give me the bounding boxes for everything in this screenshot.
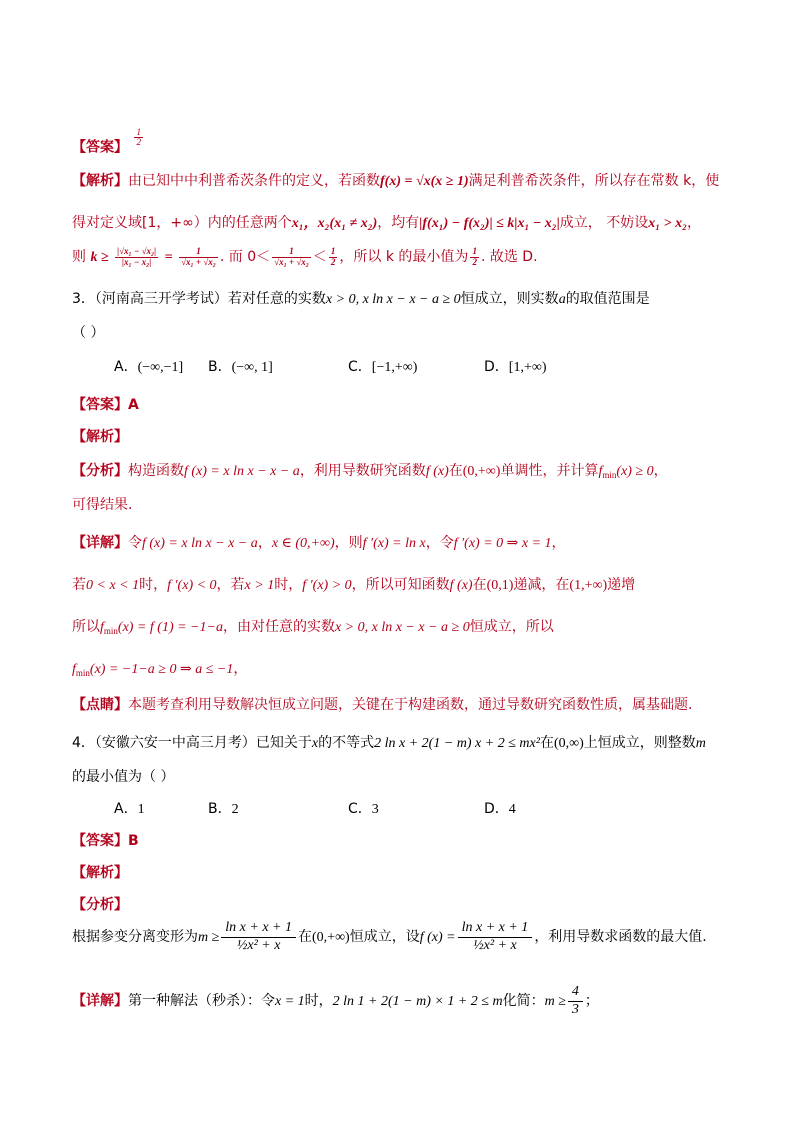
q3-stem-line-2: （ ） (72, 325, 105, 341)
q2-fraction-3: $\frac{1}{\text{√x₁ + √x₂}}$ (274, 246, 309, 267)
q2-analysis-line-2: 得对定义域[1，+∞）内的任意两个x₁，x₂(x₁ ≠ x₂)，均有|f(x₁) − f(x₂)| ≤ k|x₁ − x₂|成立， 不妨设x₁ > x₂， (72, 215, 701, 231)
q4-option-d[interactable]: D．4 (484, 801, 516, 817)
q3-answer-line: 【答案】A (72, 397, 139, 413)
q3-dianjing-line: 【点睛】本题考查利用导数解决恒成立问题，关键在于构建函数，通过导数研究函数性质，属基础题. (72, 697, 693, 713)
q3-detail-line-1: 【详解】令f (x) = x ln x − x − a，x ∈ (0,+∞)，则f ′(x) = ln x，令f ′(x) = 0 ⇒ x = 1， (72, 535, 566, 551)
q2-analysis-line-1: 【解析】由已知中中利普希茨条件的定义，若函数f(x) = √x(x ≥ 1)满足利普希茨条件，所以存在常数 k，使 (72, 173, 720, 189)
q2-answer-line (72, 128, 145, 156)
q2-analysis-line-3: 则 k ≥ $\frac{\text{|√x₁ − √x₂|}}{\text{|x₁ − x₂|}}$ = $\frac{1}{\text{√x₁ + √x₂}}$ . 而 0＜ $\frac{1}{\text{√x₁ + √x₂}}$ ＜ $\frac{1}{2}$ ，所以 k 的最小值为 $\frac{1}{2}$ . 故选 D. (72, 246, 538, 267)
q2-fraction-1: $\frac{\text{|√x₁ − √x₂|}}{\text{|x₁ − x₂|}}$ (117, 246, 157, 267)
q3-detail-line-2: 若0 < x < 1时，f ′(x) < 0，若x > 1时，f ′(x) > 0，所以可知函数f (x)在(0,1)递减，在(1,+∞)递增 (72, 577, 636, 593)
q4-stem-line-2: 的最小值为（ ） (72, 769, 175, 785)
q3-option-a[interactable]: A．(−∞,−1] (114, 359, 184, 375)
q2-fraction-5: $\frac{1}{2}$ (472, 246, 477, 267)
q3-detail-line-4: $f_{min}(x) = -1-a \ge 0$ ⇒ a ≤ −1， (72, 661, 248, 678)
q4-fraction-1: $\frac{\text{ln x + x + 1}}{\text{½x² + x}}$ (221, 920, 296, 954)
q4-option-b[interactable]: B．2 (208, 801, 239, 817)
q3-option-b[interactable]: B．(−∞, 1] (208, 359, 273, 375)
q3-option-c[interactable]: C．[−1,+∞) (348, 359, 418, 375)
q4-fenxi-label-line: 【分析】 (72, 897, 128, 913)
q3-options (114, 356, 546, 376)
q4-analysis-label-line: 【解析】 (72, 865, 128, 881)
q4-options (114, 798, 516, 818)
q2-answer-fraction: $\frac{1}{2}$ (136, 127, 141, 148)
q3-detail-line-3: 所以$f_{min}(x) = f$ (1) = −1−a，由对任意的实数x > 0, x ln x − x − a ≥ 0恒成立，所以 (72, 619, 554, 636)
q3-option-d[interactable]: D．[1,+∞) (484, 359, 547, 375)
q4-answer-line: 【答案】B (72, 833, 139, 849)
analysis-label: 【解析】 (72, 173, 128, 189)
answer-label: 【答案】 (72, 139, 128, 156)
q4-option-c[interactable]: C．3 (348, 801, 379, 817)
q4-stem-line-1: 4．（安徽六安一中高三月考）已知关于x的不等式2 ln x + 2(1 − m) x + 2 ≤ mx²在(0,∞)上恒成立，则整数m (72, 735, 706, 751)
q3-fenxi-line-1: 【分析】构造函数f (x) = x ln x − x − a，利用导数研究函数f (x)在(0,+∞)单调性，并计算$f_{min}(x) \ge 0$， (72, 463, 668, 480)
q2-fraction-4: $\frac{1}{2}$ (330, 246, 336, 267)
q4-fenxi-formula-line: 根据参变分离变形为m ≥ $\frac{\text{ln x + x + 1}}{\text{½x² + x}}$ 在(0,+∞)恒成立，设f (x) = $\frac{\text{ln x + x + 1}}{\text{½x² + x}}$ ，利用导数求函数的最大值. (72, 920, 707, 953)
q3-analysis-label-line: 【解析】 (72, 429, 128, 445)
q3-fenxi-line-2: 可得结果. (72, 497, 133, 513)
q4-detail-line: 【详解】第一种解法（秒杀）：令x = 1时，2 ln 1 + 2(1 − m) × 1 + 2 ≤ m化简：m ≥ $\frac{4}{3}$ ； (72, 984, 599, 1017)
q2-fraction-2: $\frac{1}{\text{√x₁ + √x₂}}$ (181, 246, 216, 267)
q4-option-a[interactable]: A．1 (114, 801, 145, 817)
q4-fraction-2: $\frac{\text{ln x + x + 1}}{\text{½x² + x}}$ (458, 920, 533, 954)
q3-stem-line-1: 3．（河南高三开学考试）若对任意的实数x > 0, x ln x − x − a ≥ 0恒成立，则实数a的取值范围是 (72, 291, 650, 307)
q4-fraction-3: $\frac{4}{3}$ (568, 984, 583, 1018)
